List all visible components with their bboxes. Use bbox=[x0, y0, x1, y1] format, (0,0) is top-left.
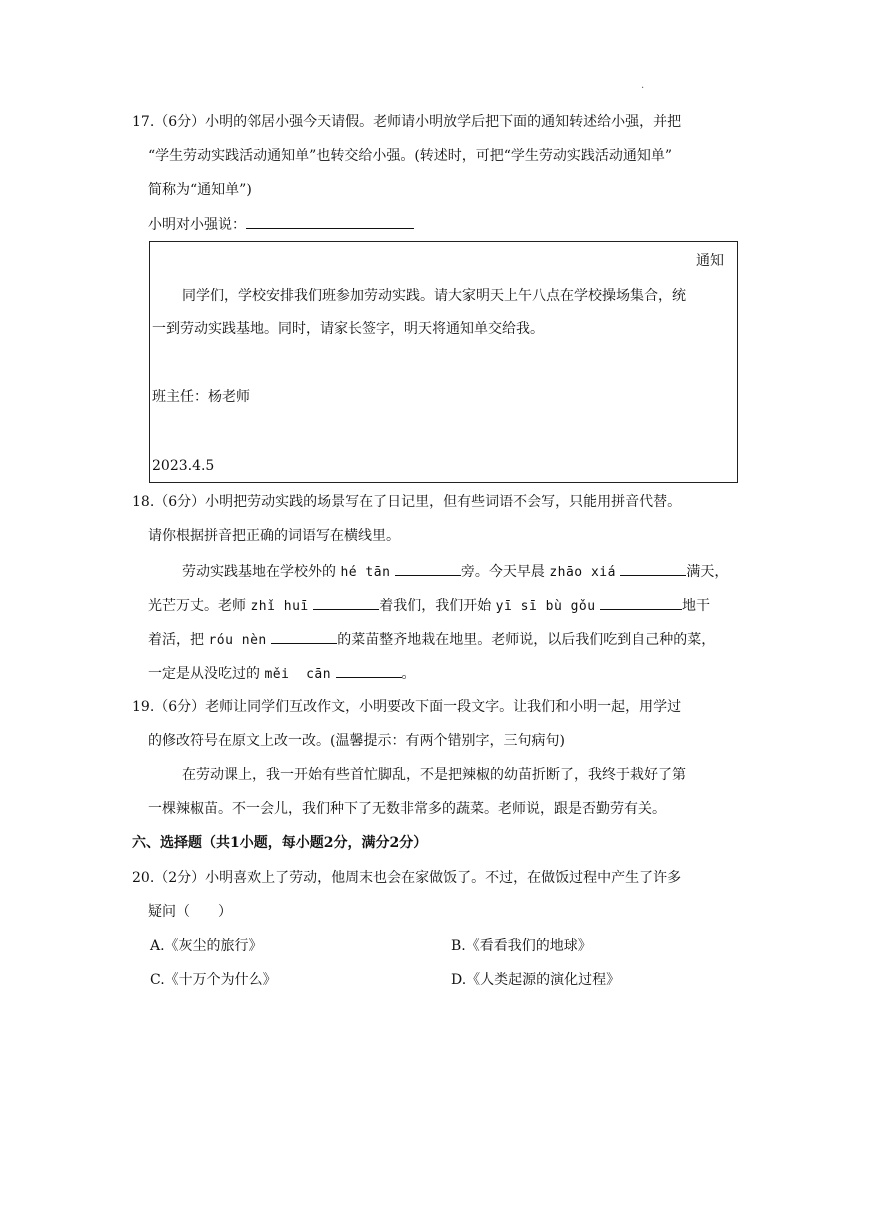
q19-para-line1: 在劳动课上，我一开始有些首忙脚乱，不是把辣椒的幼苗折断了，我终于栽好了第 bbox=[182, 767, 686, 783]
notice-body-2: 一到劳动实践基地。同时，请家长签字，明天将通知单交给我。 bbox=[152, 321, 544, 337]
q18-para-line3 bbox=[148, 629, 715, 651]
q18-text: 地干 bbox=[682, 598, 711, 614]
pinyin-yi-si-bu-gou: yī sī bù gǒu bbox=[495, 599, 596, 614]
q18-para-line1 bbox=[182, 561, 728, 583]
blank-zhi-hui[interactable] bbox=[313, 595, 379, 610]
section-6-title: 六、选择题（共1小题，每小题2分，满分2分） bbox=[132, 835, 428, 851]
q18-text: 旁。今天早晨 bbox=[460, 564, 545, 580]
q20-line2: 疑问（ ） bbox=[148, 904, 232, 920]
q20-option-c[interactable]: C.《十万个为什么》 bbox=[150, 972, 277, 988]
notice-date: 2023.4.5 bbox=[152, 458, 215, 474]
q18-text: 光芒万丈。老师 bbox=[148, 598, 246, 614]
q18-para-line2 bbox=[148, 595, 710, 617]
notice-signer: 班主任：杨老师 bbox=[152, 389, 250, 405]
pinyin-he-tan: hé tān bbox=[340, 565, 391, 580]
notice-title: 通知 bbox=[696, 253, 724, 269]
q18-line2: 请你根据拼音把正确的词语写在横线里。 bbox=[148, 528, 400, 544]
pinyin-zhao-xia: zhāo xiá bbox=[549, 565, 616, 580]
q18-text: 着我们，我们开始 bbox=[379, 598, 492, 614]
q17-line2: “学生劳动实践活动通知单”也转交给小强。(转述时，可把“学生劳动实践活动通知单” bbox=[148, 148, 673, 164]
blank-he-tan[interactable] bbox=[395, 561, 461, 576]
q18-text: 的菜苗整齐地栽在地里。老师说，以后我们吃到自己种的菜， bbox=[337, 632, 716, 648]
q17-prompt-label: 小明对小强说： bbox=[148, 217, 246, 233]
q20-option-d[interactable]: D.《人类起源的演化过程》 bbox=[451, 972, 621, 988]
q20-option-a[interactable]: A.《灰尘的旅行》 bbox=[150, 938, 263, 954]
q17-line3: 简称为“通知单”) bbox=[148, 182, 252, 198]
notice-box bbox=[149, 241, 738, 483]
blank-mei-can[interactable] bbox=[336, 663, 402, 678]
q17-line1: 17.（6分）小明的邻居小强今天请假。老师请小明放学后把下面的通知转述给小强，并把 bbox=[132, 114, 682, 130]
header-dot: . bbox=[641, 80, 645, 91]
q18-text: 满天， bbox=[686, 564, 729, 580]
pinyin-rou-nen: róu nèn bbox=[208, 633, 267, 648]
q17-prompt bbox=[148, 214, 414, 235]
q20-line1: 20.（2分）小明喜欢上了劳动，他周末也会在家做饭了。不过，在做饭过程中产生了许多 bbox=[132, 870, 682, 886]
q17-answer-blank[interactable] bbox=[246, 214, 414, 229]
q18-line1: 18.（6分）小明把劳动实践的场景写在了日记里，但有些词语不会写，只能用拼音代替。 bbox=[132, 494, 682, 510]
q18-para-line4 bbox=[148, 663, 416, 685]
q20-option-b[interactable]: B.《看看我们的地球》 bbox=[451, 938, 592, 954]
blank-yi-si-bu-gou[interactable] bbox=[600, 595, 682, 610]
notice-body-1: 同学们，学校安排我们班参加劳动实践。请大家明天上午八点在学校操场集合，统 bbox=[182, 288, 686, 304]
q18-text: 。 bbox=[401, 666, 416, 682]
q19-para-line2: 一棵辣椒苗。不一会儿，我们种下了无数非常多的蔬菜。老师说，跟是否勤劳有关。 bbox=[148, 801, 666, 817]
blank-rou-nen[interactable] bbox=[271, 629, 337, 644]
q19-line2: 的修改符号在原文上改一改。(温馨提示：有两个错别字，三句病句) bbox=[148, 733, 565, 749]
pinyin-zhi-hui: zhǐ huī bbox=[250, 599, 309, 614]
q18-text: 一定是从没吃过的 bbox=[148, 666, 260, 682]
q18-text: 劳动实践基地在学校外的 bbox=[182, 564, 336, 580]
pinyin-mei-can: měi cān bbox=[264, 667, 332, 682]
q19-line1: 19.（6分）老师让同学们互改作文，小明要改下面一段文字。让我们和小明一起，用学过 bbox=[132, 699, 682, 715]
blank-zhao-xia[interactable] bbox=[620, 561, 686, 576]
q18-text: 着活，把 bbox=[148, 632, 204, 648]
